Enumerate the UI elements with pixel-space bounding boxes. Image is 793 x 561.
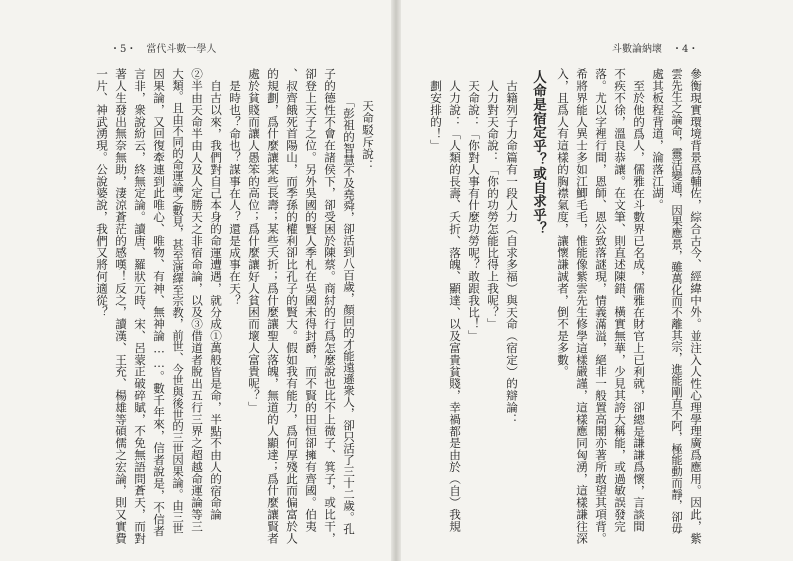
- left-text-column: 、叔齊餓死首陽山，而季孫的權利卻比孔子的賢大。假如我有能力，爲何厚殘此而偏富於人: [285, 68, 299, 544]
- left-text-column: 言非，衆說紛云，終無定論。讀唐、羅狀元時、宋、呂蒙正破碎賦，不免無語問蒼天，而對: [133, 68, 147, 544]
- left-page-header: ・5・ 當代斗數一學人: [110, 44, 217, 55]
- discussion-column: 古籍列子力命篇有一段人力（自求多福）與天命（宿定）的辯論：: [505, 80, 519, 426]
- left-text-column: 處於貧賤而讓人愚笨的高位；爲什麼讓好人貧困而壞人富貴呢？」: [247, 68, 261, 414]
- left-text-column: 子的德性不會在諸侯下，卻受困於陳蔡。商紂的行爲怎麼說也比不上微子、箕子，或比干，: [323, 68, 337, 544]
- discussion-column: 天命說：「你對人事有什麼功勞呢？敢跟我比！」: [467, 80, 481, 342]
- left-text-column: 一片、神武湧現。公說婆說，我們又將何適從？: [95, 68, 109, 318]
- left-text-column: 天命駁斥說：: [361, 100, 375, 172]
- left-text-column: 是時也？命也？謀事在人？還是成事在天？: [228, 80, 242, 307]
- discussion-column: 人力對天命說：「你的功勞怎能比得上我呢？」: [486, 80, 500, 330]
- book-spine: [391, 0, 401, 561]
- right-text-column: 不疾不徐，溫良恭讓。在文筆、則直述陳錯、橫實無華，少見其誇大稱能，或過敏誤發完: [613, 68, 627, 533]
- right-text-column: 希將界能人異士多如江鯽毛毛，惟能像紫雲先生修學這樣嚴謹，這樣應同匈湧，這樣謙往深: [575, 68, 589, 544]
- left-text-column: 自古以來，我們對自己本身的命運遭遇，就分成①萬般皆是命，半點不由人的宿命論: [209, 80, 223, 521]
- left-text-column: 著人生發出無奈無助，淒涼蒼茫的感嘆！反之，讀漢、王充、楊雄等碩儒之宏論，則又實費: [114, 68, 128, 544]
- right-text-column: 入，且爲人有這樣的胸襟氣度，讓懷謙誠者，倒不是多數。: [556, 68, 570, 378]
- left-text-column: 因果論，又回復牽連到此唯心、唯物、有神、無神論……。數千年來，信者說是，不信者: [152, 68, 166, 537]
- right-text-column: 參衡現實環境背景爲輔佐，綜合古今、經緯中外。並注入人性心理學理廣爲應用。因此，紫: [689, 68, 703, 544]
- right-page-header: 斗數論納壞 ・4・: [612, 44, 699, 55]
- right-text-column: 至於他的爲人，儒雅在斗數界已名成，儒雅在財官上已利就，卻總是謙謙爲懷，言談間: [632, 80, 646, 533]
- right-text-column: 處其板程背道，淪落江湖。: [651, 68, 665, 211]
- section-headline: 人命是宿定乎？或自求乎？: [530, 70, 546, 236]
- left-text-column: 「彭祖的智慧不及堯舜，卻活到八百歲，顏回的才能遠遜衆人，卻只活了三十二歲。孔: [342, 96, 356, 535]
- left-text-column: 的規劃，爲什麼讓某些長壽；某些夭折；爲什麼讓聖人落魄，無道的人顯達；爲什麼讓賢者: [266, 68, 280, 544]
- left-text-column: 大類。且由不同的命運論之數見，甚至演繹至宗教，前世、今世與後世的三世因果論。由三世: [171, 68, 185, 534]
- right-text-column: 雲先生之論命，靈活變通，因果應景，雖萬化而不離其宗，進能剛直不阿，極能動而靜，卻毋: [670, 68, 684, 534]
- discussion-column: 劃安排的！」: [429, 80, 443, 152]
- left-text-column: 卻登上天子之位。另外吳國的賢人季札在吳國未得封爵，而不賢的田恒卻擁有齊國。伯夷: [304, 68, 318, 533]
- left-text-column: ②半由天命半由人及人定勝天之非宿命論，以及③借道者脫出五行三界之超越命運論等三: [190, 68, 204, 533]
- right-text-column: 落。尤以字裡行間，恩師、恩公致落謎現，情義滿溢，絕非一般置高閣亦著所敢望其項背。: [594, 68, 608, 544]
- discussion-column: 人力說：「人類的長壽、夭折、落魄、顯達、以及富貴貧賤，幸禍都是由於（自）我規: [448, 80, 462, 533]
